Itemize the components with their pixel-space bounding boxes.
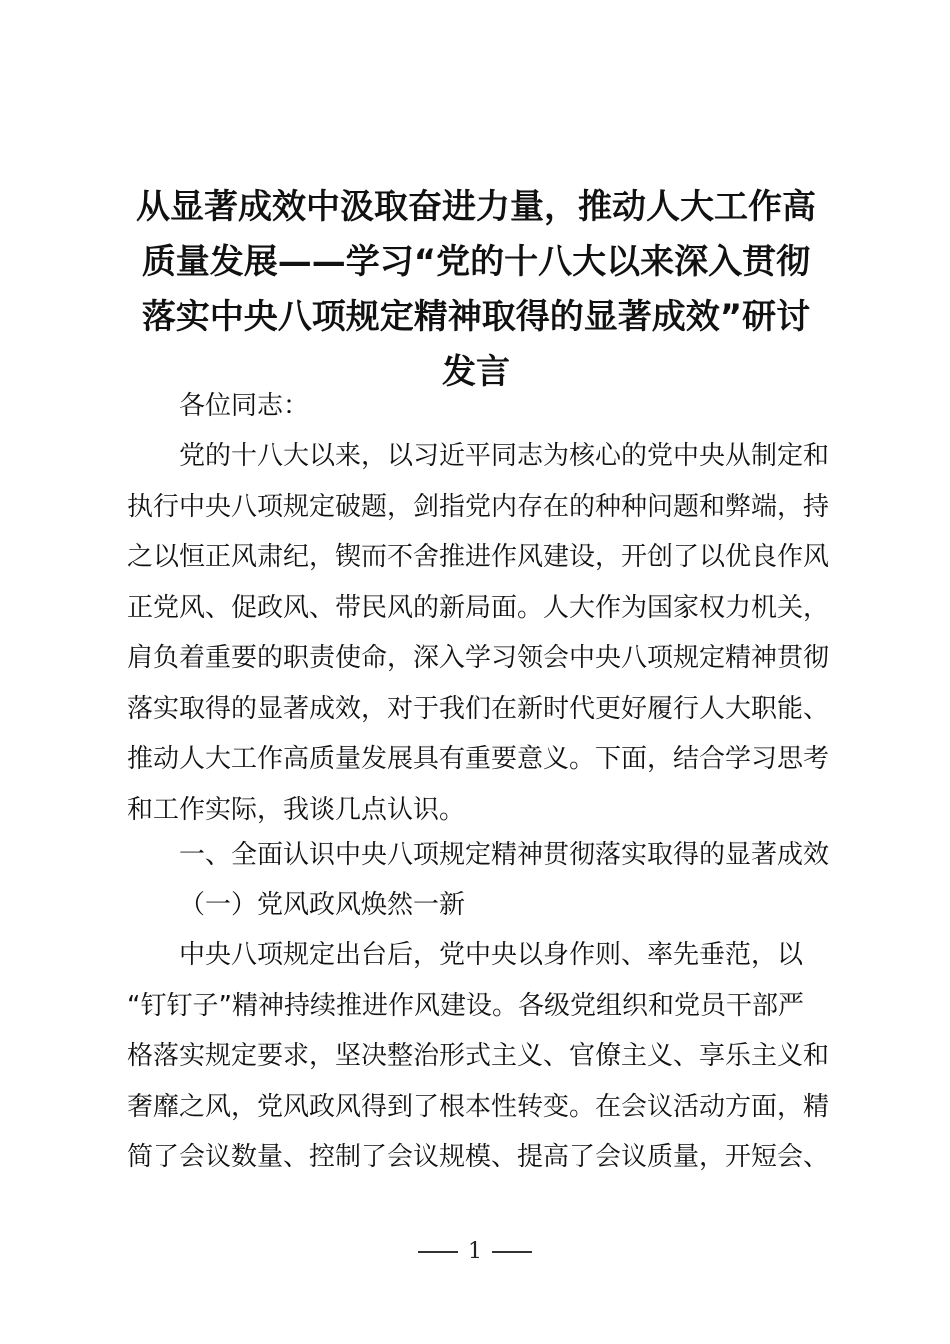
- section-heading-text: 一、全面认识中央八项规定精神贯彻落实取得的显著成效: [179, 840, 830, 870]
- paragraph-line: 党的十八大以来，以习近平同志为核心的党中央从制定和: [179, 441, 830, 471]
- paragraph-line: 正党风、促政风、带民风的新局面。人大作为国家权力机关，: [127, 592, 830, 623]
- page-number: 1: [468, 1239, 482, 1264]
- paragraph-line: 简了会议数量、控制了会议规模、提高了会议质量，开短会、: [127, 1142, 830, 1172]
- paragraph-line: 肩负着重要的职责使命，深入学习领会中央八项规定精神贯彻: [127, 643, 830, 673]
- title-line: 质量发展——学习“党的十八大以来深入贯彻: [141, 242, 811, 282]
- section-heading-1: [127, 830, 830, 881]
- paragraph-line: 执行中央八项规定破题，剑指党内存在的种种问题和弊端，持: [127, 491, 830, 522]
- paragraph-line: 之以恒正风肃纪，锲而不舍推进作风建设，开创了以优良作风: [127, 542, 830, 572]
- salutation-text: 各位同志：: [179, 391, 310, 421]
- title-line: 发言: [442, 352, 510, 392]
- footer-dash-right: [492, 1251, 532, 1253]
- paragraph-line: 中央八项规定出台后，党中央以身作则、率先垂范，以: [179, 940, 804, 970]
- paragraph-line: 格落实规定要求，坚决整治形式主义、官僚主义、享乐主义和: [127, 1041, 830, 1071]
- paragraph-line: 奢靡之风，党风政风得到了根本性转变。在会议活动方面，精: [127, 1091, 830, 1122]
- page-footer: [0, 1234, 950, 1270]
- paragraph-line: 和工作实际，我谈几点认识。: [127, 794, 466, 825]
- title-line: 落实中央八项规定精神取得的显著成效”研讨: [141, 297, 811, 337]
- paragraph-section-1: [127, 930, 830, 1183]
- salutation: [127, 381, 827, 432]
- footer-dash-left: [418, 1251, 458, 1253]
- paragraph-intro: [127, 431, 830, 835]
- paragraph-line: “钉钉子”精神持续推进作风建设。各级党组织和党员干部严: [127, 990, 804, 1021]
- title-line: 从显著成效中汲取奋进力量，推动人大工作高: [136, 187, 816, 227]
- paragraph-line: 推动人大工作高质量发展具有重要意义。下面，结合学习思考: [127, 744, 830, 774]
- paragraph-line: 落实取得的显著成效，对于我们在新时代更好履行人大职能、: [127, 693, 830, 724]
- subsection-heading-1: [127, 880, 827, 931]
- document-title: [120, 180, 832, 400]
- subsection-heading-text: （一）党风政风焕然一新: [179, 890, 466, 920]
